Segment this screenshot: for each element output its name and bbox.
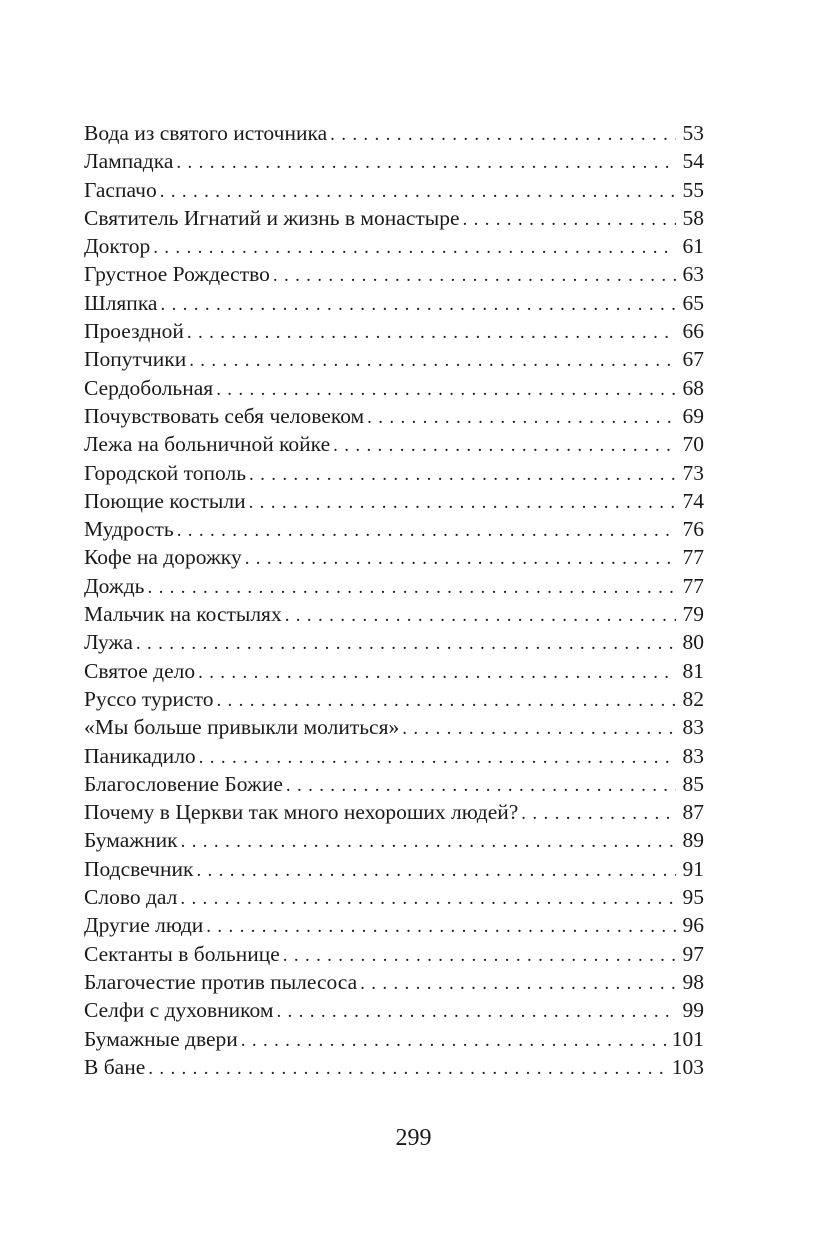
- toc-entry[interactable]: [84, 260, 704, 288]
- toc-entry-title: Бумажник: [84, 828, 178, 853]
- toc-entry-title: Руссо туристо: [84, 686, 214, 711]
- toc-entry-page: 87: [682, 800, 704, 825]
- toc-dot-leader: [198, 659, 676, 687]
- toc-entry[interactable]: [84, 996, 704, 1024]
- toc-entry[interactable]: [84, 402, 704, 430]
- toc-entry-page: 74: [682, 488, 704, 513]
- toc-entry-page: 97: [682, 941, 704, 966]
- toc-entry[interactable]: [84, 1025, 704, 1053]
- toc-entry-title: Почему в Церкви так много нехороших людей?: [84, 800, 519, 825]
- toc-entry-page: 70: [682, 432, 704, 457]
- toc-entry-title: Слово дал: [84, 885, 178, 910]
- toc-entry-page: 68: [682, 375, 704, 400]
- toc-entry-page: 77: [682, 573, 704, 598]
- toc-entry[interactable]: [84, 119, 704, 147]
- toc-entry-title: Сердобольная: [84, 375, 214, 400]
- table-of-contents: [84, 119, 704, 1081]
- toc-entry-page: 67: [682, 347, 704, 372]
- toc-entry-page: 61: [682, 234, 704, 259]
- toc-entry-title: Мальчик на костылях: [84, 602, 282, 627]
- toc-entry-title: Городской тополь: [84, 460, 247, 485]
- toc-dot-leader: [199, 744, 676, 772]
- toc-dot-leader: [283, 942, 676, 970]
- toc-dot-leader: [367, 404, 676, 432]
- toc-entry[interactable]: [84, 459, 704, 487]
- toc-entry-page: 99: [682, 998, 704, 1023]
- toc-entry-title: Подсвечник: [84, 856, 194, 881]
- toc-entry[interactable]: [84, 204, 704, 232]
- toc-dot-leader: [333, 432, 676, 460]
- toc-entry-page: 69: [682, 403, 704, 428]
- toc-entry-title: Проездной: [84, 319, 184, 344]
- toc-entry-page: 83: [682, 715, 704, 740]
- toc-entry-page: 95: [682, 885, 704, 910]
- toc-dot-leader: [249, 489, 676, 517]
- toc-entry-title: Лужа: [84, 630, 133, 655]
- toc-dot-leader: [285, 602, 676, 630]
- toc-entry[interactable]: [84, 317, 704, 345]
- toc-entry[interactable]: [84, 572, 704, 600]
- toc-entry-title: Сектанты в больнице: [84, 941, 280, 966]
- toc-dot-leader: [249, 461, 676, 489]
- toc-entry[interactable]: [84, 345, 704, 373]
- toc-dot-leader: [216, 376, 676, 404]
- toc-entry-page: 89: [682, 828, 704, 853]
- toc-entry[interactable]: [84, 968, 704, 996]
- toc-entry[interactable]: [84, 855, 704, 883]
- toc-dot-leader: [160, 291, 676, 319]
- toc-dot-leader: [177, 517, 676, 545]
- toc-entry-page: 91: [682, 856, 704, 881]
- toc-entry-page: 54: [682, 149, 704, 174]
- toc-entry[interactable]: [84, 543, 704, 571]
- toc-entry[interactable]: [84, 770, 704, 798]
- toc-entry[interactable]: [84, 628, 704, 656]
- toc-dot-leader: [147, 574, 676, 602]
- toc-entry[interactable]: [84, 1053, 704, 1081]
- toc-entry-page: 80: [682, 630, 704, 655]
- toc-entry-title: Гаспачо: [84, 177, 157, 202]
- toc-entry-title: Лежа на больничной койке: [84, 432, 331, 457]
- toc-entry-page: 83: [682, 743, 704, 768]
- toc-entry-title: В бане: [84, 1054, 146, 1079]
- toc-entry-title: Святитель Игнатий и жизнь в монастыре: [84, 205, 460, 230]
- toc-entry[interactable]: [84, 883, 704, 911]
- toc-entry-page: 77: [682, 545, 704, 570]
- toc-dot-leader: [273, 262, 676, 290]
- toc-dot-leader: [160, 178, 676, 206]
- toc-dot-leader: [463, 206, 677, 234]
- toc-entry-page: 103: [671, 1054, 704, 1079]
- toc-entry-page: 58: [682, 205, 704, 230]
- toc-entry-title: Попутчики: [84, 347, 187, 372]
- toc-dot-leader: [181, 828, 676, 856]
- toc-entry-page: 81: [682, 658, 704, 683]
- toc-dot-leader: [136, 630, 676, 658]
- toc-dot-leader: [521, 800, 676, 828]
- toc-entry-page: 98: [682, 969, 704, 994]
- toc-entry[interactable]: [84, 742, 704, 770]
- toc-dot-leader: [360, 970, 676, 998]
- toc-entry[interactable]: [84, 713, 704, 741]
- toc-entry-title: Грустное Рождество: [84, 262, 270, 287]
- toc-entry-title: Другие люди: [84, 913, 204, 938]
- toc-entry[interactable]: [84, 232, 704, 260]
- toc-entry-page: 66: [682, 319, 704, 344]
- toc-dot-leader: [216, 687, 676, 715]
- toc-entry-page: 65: [682, 290, 704, 315]
- toc-entry-page: 55: [682, 177, 704, 202]
- toc-dot-leader: [148, 1055, 668, 1083]
- toc-dot-leader: [402, 715, 676, 743]
- toc-entry[interactable]: [84, 176, 704, 204]
- toc-entry-title: Бумажные двери: [84, 1026, 238, 1051]
- toc-entry-title: Селфи с духовником: [84, 998, 274, 1023]
- toc-entry-page: 73: [682, 460, 704, 485]
- toc-dot-leader: [187, 319, 676, 347]
- toc-entry-page: 101: [671, 1026, 704, 1051]
- toc-entry[interactable]: [84, 487, 704, 515]
- toc-entry[interactable]: [84, 515, 704, 543]
- toc-entry-title: Мудрость: [84, 517, 174, 542]
- toc-entry[interactable]: [84, 685, 704, 713]
- toc-entry-title: Вода из святого источника: [84, 121, 328, 145]
- toc-dot-leader: [241, 1027, 668, 1055]
- toc-entry[interactable]: [84, 826, 704, 854]
- toc-dot-leader: [330, 121, 676, 149]
- toc-entry-title: Кофе на дорожку: [84, 545, 242, 570]
- toc-dot-leader: [176, 149, 676, 177]
- toc-dot-leader: [245, 545, 676, 573]
- toc-entry-page: 96: [682, 913, 704, 938]
- toc-entry-page: 53: [682, 121, 704, 145]
- toc-entry-title: «Мы больше привыкли молиться»: [84, 715, 400, 740]
- toc-entry-title: Паникадило: [84, 743, 196, 768]
- toc-dot-leader: [276, 998, 676, 1026]
- toc-dot-leader: [286, 772, 676, 800]
- toc-dot-leader: [153, 234, 676, 262]
- toc-entry-title: Почувствовать себя человеком: [84, 403, 365, 428]
- toc-entry[interactable]: [84, 147, 704, 175]
- toc-entry[interactable]: [84, 657, 704, 685]
- toc-entry-page: 63: [682, 262, 704, 287]
- toc-entry-title: Шляпка: [84, 290, 158, 315]
- toc-entry-title: Доктор: [84, 234, 151, 259]
- toc-entry[interactable]: [84, 374, 704, 402]
- toc-entry-title: Лампадка: [84, 149, 174, 174]
- toc-entry-title: Поющие костыли: [84, 488, 246, 513]
- toc-dot-leader: [189, 347, 676, 375]
- toc-entry-page: 85: [682, 771, 704, 796]
- toc-entry[interactable]: [84, 911, 704, 939]
- page-number: 299: [395, 1125, 432, 1151]
- toc-dot-leader: [196, 857, 676, 885]
- toc-entry-title: Дождь: [84, 573, 145, 598]
- toc-entry-page: 79: [682, 602, 704, 627]
- toc-entry[interactable]: [84, 430, 704, 458]
- toc-entry-title: Святое дело: [84, 658, 196, 683]
- toc-dot-leader: [180, 885, 676, 913]
- toc-entry-page: 76: [682, 517, 704, 542]
- toc-entry[interactable]: [84, 798, 704, 826]
- toc-dot-leader: [206, 913, 676, 941]
- toc-entry[interactable]: [84, 600, 704, 628]
- toc-entry[interactable]: [84, 289, 704, 317]
- toc-entry-page: 82: [682, 686, 704, 711]
- toc-entry-title: Благословение Божие: [84, 771, 283, 796]
- toc-entry[interactable]: [84, 940, 704, 968]
- toc-entry-title: Благочестие против пылесоса: [84, 969, 358, 994]
